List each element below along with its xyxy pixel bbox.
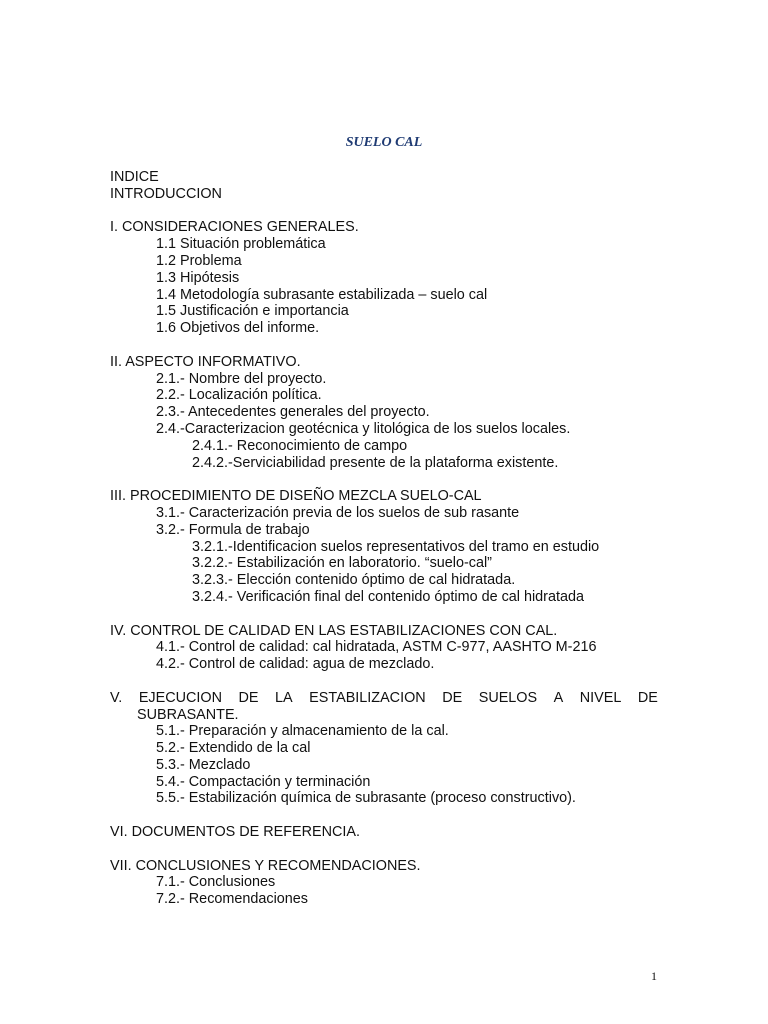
section-heading: VII. CONCLUSIONES Y RECOMENDACIONES. <box>110 857 421 874</box>
toc-subitem: 3.2.3.- Elección contenido óptimo de cal hidratada. <box>192 572 516 589</box>
heading-word: EJECUCION <box>138 689 222 706</box>
heading-word: SUELOS <box>478 689 538 706</box>
section-heading: VI. DOCUMENTOS DE REFERENCIA. <box>110 824 361 841</box>
heading-word: NIVEL <box>579 689 622 706</box>
spacer <box>110 203 658 220</box>
toc-item: 5.2.- Extendido de la cal <box>156 740 311 757</box>
toc-subitem: 2.4.1.- Reconocimiento de campo <box>192 437 408 454</box>
toc-subitem: 3.2.4.- Verificación final del contenido óptimo de cal hidratada <box>192 588 584 605</box>
page-title: SUELO CAL <box>345 135 423 150</box>
section-heading: IV. CONTROL DE CALIDAD EN LAS ESTABILIZACIONES CON CAL. <box>110 622 558 639</box>
toc-item: 2.4.-Caracterizacion geotécnica y litológica de los suelos locales. <box>156 420 571 437</box>
toc-item: 4.1.- Control de calidad: cal hidratada, ASTM C-977, AASHTO M-216 <box>156 639 597 656</box>
spacer <box>110 337 658 354</box>
toc-item: 2.1.- Nombre del proyecto. <box>156 370 327 387</box>
toc-item: 4.2.- Control de calidad: agua de mezclado. <box>156 656 435 673</box>
section-heading-continuation: SUBRASANTE. <box>137 706 239 723</box>
toc-item: 1.6 Objetivos del informe. <box>156 320 320 337</box>
toc-item: 1.1 Situación problemática <box>156 236 326 253</box>
heading-word: V. <box>110 689 123 706</box>
page-number: 1 <box>651 969 657 983</box>
index-label: INDICE <box>110 169 159 185</box>
spacer <box>110 471 658 488</box>
toc-item: 7.1.- Conclusiones <box>156 874 276 891</box>
heading-word: LA <box>275 689 293 706</box>
heading-word: ESTABILIZACION <box>309 689 426 706</box>
table-of-contents <box>110 169 658 908</box>
section-heading: III. PROCEDIMIENTO DE DISEÑO MEZCLA SUELO-CAL <box>110 488 482 505</box>
spacer <box>110 807 658 824</box>
toc-subitem: 2.4.2.-Serviciabilidad presente de la plataforma existente. <box>192 454 559 471</box>
heading-word: A <box>553 689 564 706</box>
toc-item: 1.5 Justificación e importancia <box>156 303 349 320</box>
toc-item: 5.3.- Mezclado <box>156 756 251 773</box>
toc-item: 5.4.- Compactación y terminación <box>156 773 371 790</box>
intro-label: INTRODUCCION <box>110 185 222 202</box>
toc-item: 5.5.- Estabilización química de subrasante (proceso constructivo). <box>156 790 576 807</box>
toc-subitem: 3.2.1.-Identificacion suelos representativos del tramo en estudio <box>192 538 600 555</box>
spacer <box>110 841 658 858</box>
toc-item: 3.2.- Formula de trabajo <box>156 521 310 538</box>
toc-item: 1.2 Problema <box>156 252 242 269</box>
toc-item: 1.4 Metodología subrasante estabilizada – suelo cal <box>156 286 488 303</box>
section-heading <box>110 690 658 707</box>
spacer <box>110 606 658 623</box>
toc-item: 2.3.- Antecedentes generales del proyecto. <box>156 404 430 421</box>
toc-item: 7.2.- Recomendaciones <box>156 891 308 908</box>
toc-item: 5.1.- Preparación y almacenamiento de la cal. <box>156 723 449 740</box>
heading-word: DE <box>637 689 658 706</box>
heading-word: DE <box>238 689 259 706</box>
spacer <box>110 673 658 690</box>
section-heading: II. ASPECTO INFORMATIVO. <box>110 353 301 370</box>
heading-word: DE <box>442 689 463 706</box>
toc-item: 3.1.- Caracterización previa de los suelos de sub rasante <box>156 504 520 521</box>
section-heading: I. CONSIDERACIONES GENERALES. <box>110 219 359 236</box>
toc-subitem: 3.2.2.- Estabilización en laboratorio. “suelo-cal” <box>192 555 492 572</box>
toc-item: 1.3 Hipótesis <box>156 269 240 286</box>
toc-item: 2.2.- Localización política. <box>156 387 322 404</box>
